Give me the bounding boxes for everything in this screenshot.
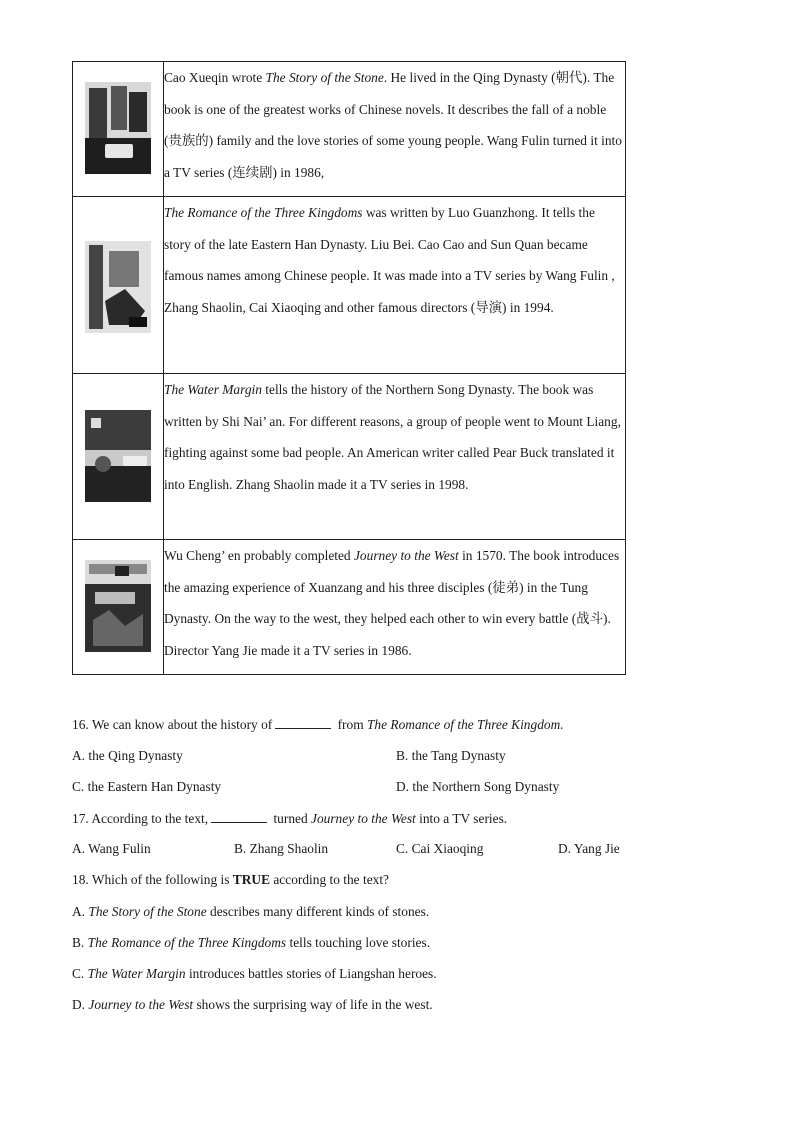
book-title: The Romance of the Three Kingdoms [164, 205, 363, 220]
question-text: according to the text? [270, 872, 389, 887]
option-18-a[interactable] [72, 903, 429, 921]
book-title: The Water Margin [87, 966, 186, 981]
text: in 1570. The book introduces the amazing experience of Xuanzang and his three disciples (徒弟) in the Tung Dynasty. On the way to the west, they helped each other to win every battle (战斗). Director Yang Jie made it a TV series in 1986. [164, 548, 620, 658]
answer-blank [211, 809, 267, 823]
book-title: The Romance of the Three Kingdom. [366, 717, 564, 732]
option-letter: D. [72, 997, 89, 1012]
book-cover-icon [85, 241, 151, 333]
book-cover-icon [85, 410, 151, 502]
book-row-three-kingdoms [73, 197, 626, 374]
option-16-d[interactable]: D. the Northern Song Dynasty [396, 779, 560, 794]
book-title: The Water Margin [164, 382, 262, 397]
book-title: The Romance of the Three Kingdoms [87, 935, 287, 950]
book-title: The Story of the Stone [88, 904, 207, 919]
text: . He lived in the Qing Dynasty (朝代). The book is one of the greatest works of Chinese novels. It describes the fall of a noble (贵族的) family and the love stories of some young people. Wang Fulin turned it into a TV series (连续剧) in 1986, [164, 70, 622, 180]
question-text: into a TV series. [415, 811, 508, 826]
option-16-a[interactable]: A. the Qing Dynasty [72, 748, 183, 763]
question-18 [72, 871, 389, 889]
question-text: from [334, 717, 367, 732]
option-text: describes many different kinds of stones. [206, 904, 430, 919]
book-description [164, 62, 626, 197]
question-text: 16. We can know about the history of [72, 717, 273, 732]
books-table [72, 61, 626, 675]
book-cover-icon [85, 560, 151, 652]
option-letter: A. [72, 904, 89, 919]
emphasis-true: TRUE [232, 872, 271, 887]
question-text: turned [270, 811, 312, 826]
option-text: shows the surprising way of life in the west. [193, 997, 433, 1012]
question-text: 18. Which of the following is [72, 872, 233, 887]
book-title: Journey to the West [88, 997, 194, 1012]
book-row-water-margin [73, 374, 626, 540]
book-title: Journey to the West [353, 548, 459, 563]
text: was written by Luo Guanzhong. It tells the story of the late Eastern Han Dynasty. Liu Bei. Cao Cao and Sun Quan became famous names among Chinese people. It was made into a TV series by Wang Fulin , Zhang Shaolin, Cai Xiaoqing and other famous directors (导演) in 1994. [164, 205, 615, 315]
option-17-d[interactable]: D. Yang Jie [558, 841, 620, 856]
question-text: 17. According to the text, [72, 811, 209, 826]
option-17-a[interactable]: A. Wang Fulin [72, 841, 151, 856]
book-cover-cell [73, 197, 164, 374]
option-18-b[interactable] [72, 934, 430, 952]
option-text: tells touching love stories. [286, 935, 431, 950]
book-cover-cell [73, 540, 164, 675]
book-description [164, 197, 626, 374]
option-letter: B. [72, 935, 88, 950]
book-title: The Story of the Stone [265, 70, 384, 85]
book-description [164, 540, 626, 675]
book-cover-cell [73, 374, 164, 540]
option-17-c[interactable]: C. Cai Xiaoqing [396, 841, 484, 856]
book-row-story-of-stone [73, 62, 626, 197]
option-16-c[interactable]: C. the Eastern Han Dynasty [72, 779, 222, 794]
option-18-d[interactable] [72, 996, 433, 1014]
option-letter: C. [72, 966, 88, 981]
book-row-journey-west [73, 540, 626, 675]
text: Cao Xueqin wrote [164, 70, 266, 85]
question-16 [72, 715, 564, 734]
option-18-c[interactable] [72, 965, 437, 983]
option-text: introduces battles stories of Liangshan heroes. [185, 966, 437, 981]
answer-blank [275, 715, 331, 729]
question-17 [72, 809, 507, 828]
text: tells the history of the Northern Song Dynasty. The book was written by Shi Nai’ an. For different reasons, a group of people went to Mount Liang, fighting against some bad people. An American writer called Pear Buck translated it into English. Zhang Shaolin made it a TV series in 1998. [164, 382, 621, 492]
book-cover-cell [73, 62, 164, 197]
option-17-b[interactable]: B. Zhang Shaolin [234, 841, 329, 856]
book-cover-icon [85, 82, 151, 174]
book-description [164, 374, 626, 540]
book-title: Journey to the West [311, 811, 416, 826]
text: Wu Cheng’ en probably completed [164, 548, 354, 563]
option-16-b[interactable]: B. the Tang Dynasty [396, 748, 506, 763]
